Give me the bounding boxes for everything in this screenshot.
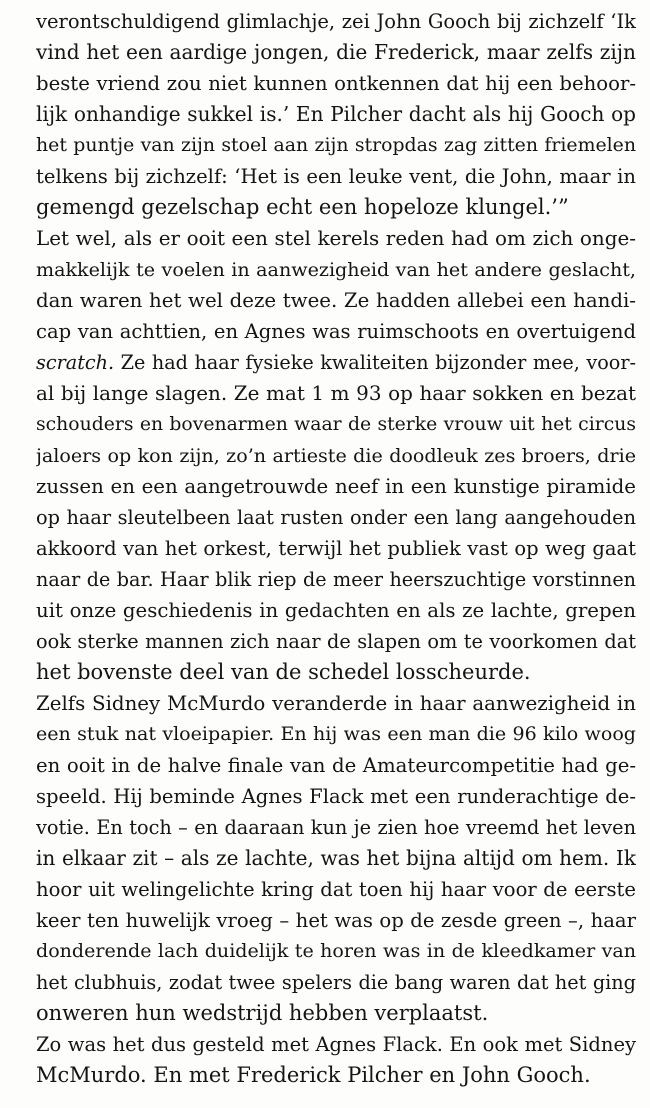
text-line: vind het een aardige jongen, die Frederick, maar zelfs zijn [36,40,636,64]
text-line: McMurdo. En met Frederick Pilcher en John Gooch. [36,1063,591,1087]
text-line: op haar sleutelbeen laat rusten onder een lang aangehouden [36,506,636,529]
text-line: Let wel, als er ooit een stel kerels reden had om zich onge- [36,227,636,250]
text-line: cap van achttien, en Agnes was ruimschoots en overtuigend [36,320,636,343]
text-line: al bij lange slagen. Ze mat 1 m 93 op haar sokken en bezat [36,381,636,405]
text-line: dan waren het wel deze twee. Ze hadden allebei een handi- [36,289,636,312]
paragraph-1 [36,6,636,223]
text-line: onweren hun wedstrijd hebben verplaatst. [36,1001,489,1025]
text-line: het bovenste deel van de schedel losscheurde. [36,660,531,684]
text-line: gemengd gezelschap echt een hopeloze klungel.’” [36,195,569,219]
text-line: Zelfs Sidney McMurdo veranderde in haar aanwezigheid in [36,692,636,715]
text-line: akkoord van het orkest, terwijl het publiek vast op weg gaat [36,537,636,560]
text-line: het puntje van zijn stoel aan zijn stropdas zag zitten friemelen [36,134,636,156]
paragraph-2 [36,223,636,688]
text-line: uit onze geschiedenis in gedachten en als ze lachte, grepen [36,599,636,622]
text-line: jaloers op kon zijn, zo’n artieste die doodleuk zes broers, drie [36,444,636,467]
italic-word: scratch. [36,351,115,374]
text-line: speeld. Hij beminde Agnes Flack met een runderachtige de- [36,785,636,808]
text-line: schouders en bovenarmen waar de sterke vrouw uit het circus [36,414,636,435]
body-text [36,6,636,1091]
text-line: verontschuldigend glimlachje, zei John Gooch bij zichzelf ‘Ik [36,10,636,33]
text-line: in elkaar zit – als ze lachte, was het bijna altijd om hem. Ik [36,846,636,870]
text-line: keer ten huwelijk vroeg – het was op de zesde green –, haar [36,909,636,932]
text-line: lijk onhandige sukkel is.’ En Pilcher dacht als hij Gooch op [36,102,636,126]
text-line: naar de bar. Haar blik riep de meer heerszuchtige vorstinnen [36,568,636,591]
text-line: hoor uit welingelichte kring dat toen hij haar voor de eerste [36,878,636,901]
text-line-rest: Ze had haar fysieke kwaliteiten bijzonder mee, voor- [120,351,636,374]
paragraph-3 [36,688,636,1029]
text-line: donderende lach duidelijk te horen was in de kleedkamer van [36,940,636,962]
text-line: beste vriend zou niet kunnen ontkennen dat hij een behoor- [36,72,636,95]
text-line: Zo was het dus gesteld met Agnes Flack. En ook met Sidney [36,1033,636,1056]
text-line [36,347,636,378]
text-line: telkens bij zichzelf: ‘Het is een leuke vent, die John, maar in [36,165,636,188]
text-line: ook sterke mannen zich naar de slapen om te voorkomen dat [36,630,636,653]
text-line: het clubhuis, zodat twee spelers die bang waren dat het ging [36,971,636,994]
text-line: makkelijk te voelen in aanwezigheid van het andere geslacht, [36,258,636,281]
text-line: en ooit in de halve finale van de Amateurcompetitie had ge- [36,754,636,777]
text-line: een stuk nat vloeipapier. En hij was een man die 96 kilo woog [36,723,636,745]
paragraph-4 [36,1029,636,1091]
text-line: votie. En toch – en daaraan kun je zien hoe vreemd het leven [36,816,636,839]
text-line: zussen en een aangetrouwde neef in een kunstige piramide [36,475,636,498]
